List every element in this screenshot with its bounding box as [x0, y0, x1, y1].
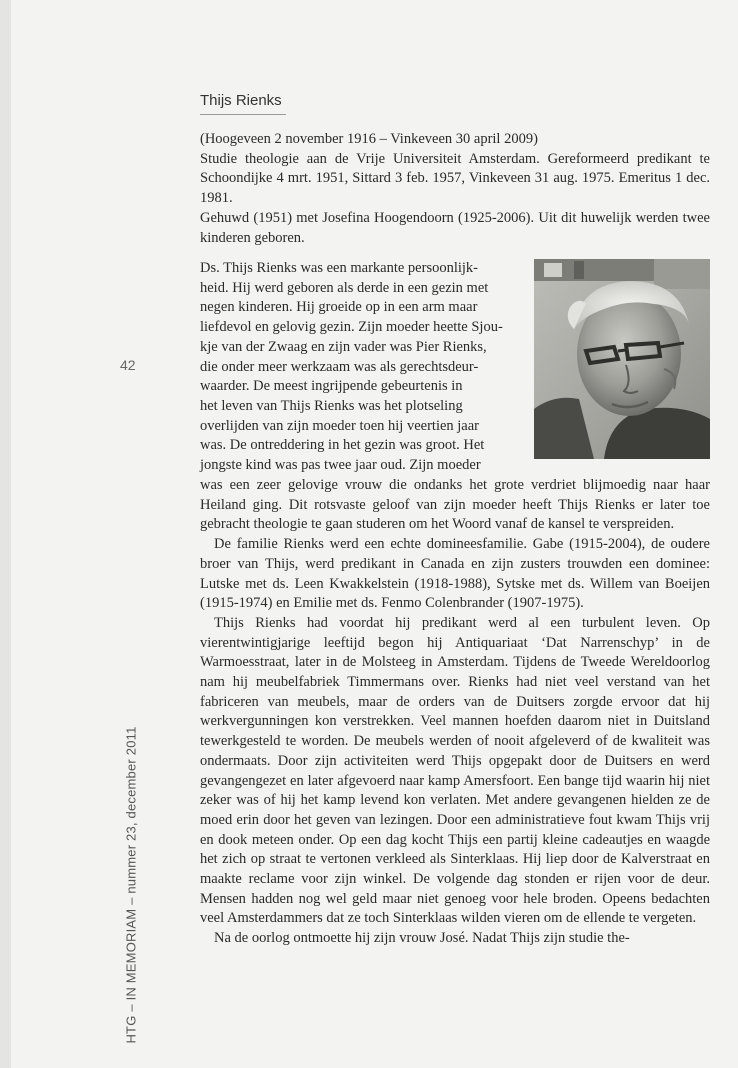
intro-paragraph	[200, 259, 520, 476]
intro-line: negen kinderen. Hij groeide op in een arm maar	[200, 299, 478, 316]
bio-family: Gehuwd (1951) met Josefina Hoogendoorn (1925-2006). Uit dit huwelijk werden twee kinderen geboren.	[200, 209, 710, 246]
page-edge-shadow	[0, 0, 11, 1068]
intro-line: kje van der Zwaag en zijn vader was Pier Rienks,	[200, 338, 487, 355]
intro-line: Ds. Thijs Rienks was een markante persoonlijk-	[200, 260, 478, 276]
intro-line: het leven van Thijs Rienks was het plotseling	[200, 397, 463, 414]
article-title: Thijs Rienks	[200, 92, 282, 109]
bio-career: Studie theologie aan de Vrije Universiteit Amsterdam. Gereformeerd predikant te Schoondijke 4 mrt. 1951, Sittard 3 feb. 1957, Vinkeveen 31 aug. 1975. Emeritus 1 dec. 1981.	[200, 150, 710, 207]
title-underline	[200, 114, 286, 115]
article-body	[200, 476, 710, 949]
body-paragraph: was een zeer gelovige vrouw die ondanks het grote verdriet blijmoedig naar haar Heiland ging. Dit rotsvaste geloof van zijn moeder heeft Thijs Rienks er later toe gebracht theologie te gaan studeren om het Woord vanaf de kansel te verspreiden.	[200, 477, 710, 533]
body-paragraph: Thijs Rienks had voordat hij predikant werd al een turbulent leven. Op vierentwintigjarige leeftijd begon hij Antiquariaat ‘Dat Narrenschyp’ in de Warmoesstraat, later in de Molsteeg in Amsterdam. Tijdens de Tweede Wereldoorlog nam hij meubelfabriek Timmermans over. Rienks had niet veel verstand van het fabriceren van meubels, maar de orders van de Duitsers zorgde ervoor dat hij werkvergunningen kon verstrekken. Veel mannen hoefden daarom niet in Duitsland tewerkgesteld te worden. De meubels werden of nooit afgeleverd of de kwaliteit was ondermaats. Door zijn activiteiten werd Thijs opgepakt door de Duitsers en werd gevangengezet en later afgevoerd naar kamp Amersfoort. Een bange tijd waarin hij niet zeker was of hij het kamp levend kon verlaten. Met andere gevangenen hielden ze de moed erin door het geven van lezingen. Door een administratieve fout kwam Thijs vrij en dook meteen onder. Op een dag kocht Thijs een partij kleine cadeautjes en waagde het zich op straat te vertonen verkleed als Sinterklaas. Hij liep door de Kalverstraat en maakte reclame voor zijn winkel. De volgende dag stonden er rijen voor de deur. Mensen hadden nog wel geld maar niet genoeg voor hele broden. Opeens bedachten veel Amsterdammers dat ze toch Sinterklaas wilden vieren om de ellende te vergeten.	[200, 614, 710, 927]
intro-line: overlijden van zijn moeder toen hij veertien jaar	[200, 417, 480, 434]
body-paragraph: Na de oorlog ontmoette hij zijn vrouw José. Nadat Thijs zijn studie the-	[214, 930, 630, 947]
intro-line: jongste kind was pas twee jaar oud. Zijn moeder	[200, 457, 481, 474]
intro-line: was. De ontreddering in het gezin was groot. Het	[200, 437, 485, 454]
running-footer: HTG – IN MEMORIAM – nummer 23, december 2011	[123, 726, 139, 1044]
intro-line: waarder. De meest ingrijpende gebeurtenis in	[200, 378, 463, 395]
intro-line: liefdevol en gelovig gezin. Zijn moeder heette Sjou-	[200, 319, 503, 336]
bio-dates: (Hoogeveen 2 november 1916 – Vinkeveen 30 april 2009)	[200, 131, 538, 147]
body-paragraph: De familie Rienks werd een echte domineesfamilie. Gabe (1915-2004), de oudere broer van Thijs, werd predikant in Canada en zijn zusters trouwden een dominee: Lutske met ds. Leen Kwakkelstein (1918-1988), Sytske met ds. Willem van Boeijen (1915-1974) en Emilie met ds. Fenmo Colenbrander (1907-1975).	[200, 536, 710, 612]
page-number: 42	[120, 357, 136, 373]
intro-line: heid. Hij werd geboren als derde in een gezin met	[200, 279, 489, 296]
portrait-photo	[534, 259, 710, 459]
intro-line: die onder meer werkzaam was als gerechtsdeur-	[200, 358, 479, 375]
biography-block	[200, 130, 710, 248]
